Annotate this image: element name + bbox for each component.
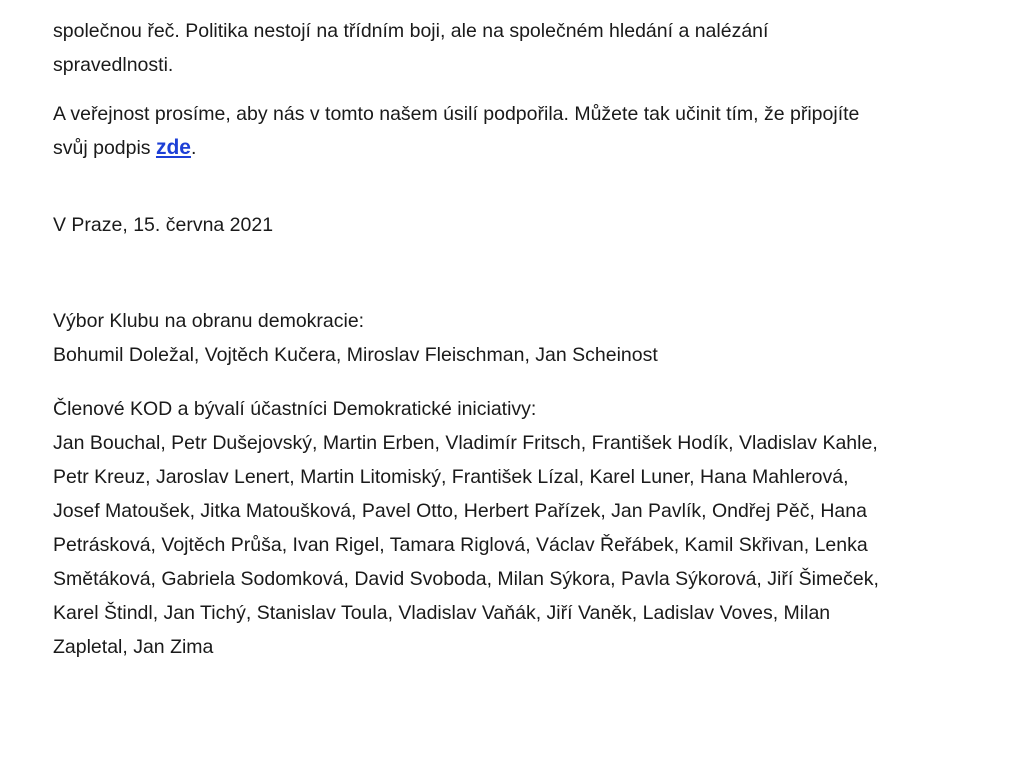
paragraph-politics <box>53 14 983 82</box>
members-block <box>53 392 983 664</box>
signature-link[interactable]: zde <box>155 136 191 159</box>
paragraph-line: společnou řeč. Politika nestojí na třídním boji, ale na společném hledání a nalézání <box>53 20 769 42</box>
members-line: Zapletal, Jan Zima <box>53 636 214 658</box>
committee-names: Bohumil Doležal, Vojtěch Kučera, Miroslav Fleischman, Jan Scheinost <box>53 344 658 366</box>
members-line: Josef Matoušek, Jitka Matoušková, Pavel Otto, Herbert Pařízek, Jan Pavlík, Ondřej Pěč, Hana <box>53 500 867 522</box>
committee-heading: Výbor Klubu na obranu demokracie: <box>53 310 365 332</box>
committee-block <box>53 304 983 372</box>
members-line: Petr Kreuz, Jaroslav Lenert, Martin Litomiský, František Lízal, Karel Luner, Hana Mahlerová, <box>53 466 849 488</box>
text-after-link: . <box>191 137 197 159</box>
members-line: Karel Štindl, Jan Tichý, Stanislav Toula, Vladislav Vaňák, Jiří Vaněk, Ladislav Voves, Milan <box>53 602 831 624</box>
members-line: Jan Bouchal, Petr Dušejovský, Martin Erben, Vladimír Fritsch, František Hodík, Vladislav Kahle, <box>53 432 878 454</box>
members-line: Petrásková, Vojtěch Průša, Ivan Rigel, Tamara Riglová, Václav Řeřábek, Kamil Skřivan, Lenka <box>53 534 868 556</box>
text-before-link: svůj podpis <box>53 137 156 159</box>
members-line: Smětáková, Gabriela Sodomková, David Svoboda, Milan Sýkora, Pavla Sýkorová, Jiří Šimeček, <box>53 568 879 590</box>
document-page <box>53 14 983 664</box>
paragraph-line: spravedlnosti. <box>53 54 174 76</box>
date-place: V Praze, 15. června 2021 <box>53 214 274 236</box>
paragraph-line-with-link <box>53 131 983 165</box>
paragraph-support-request <box>53 97 983 165</box>
members-heading: Členové KOD a bývalí účastníci Demokratické iniciativy: <box>53 398 537 420</box>
paragraph-line: A veřejnost prosíme, aby nás v tomto našem úsilí podpořila. Můžete tak učinit tím, že připojíte <box>53 103 860 125</box>
